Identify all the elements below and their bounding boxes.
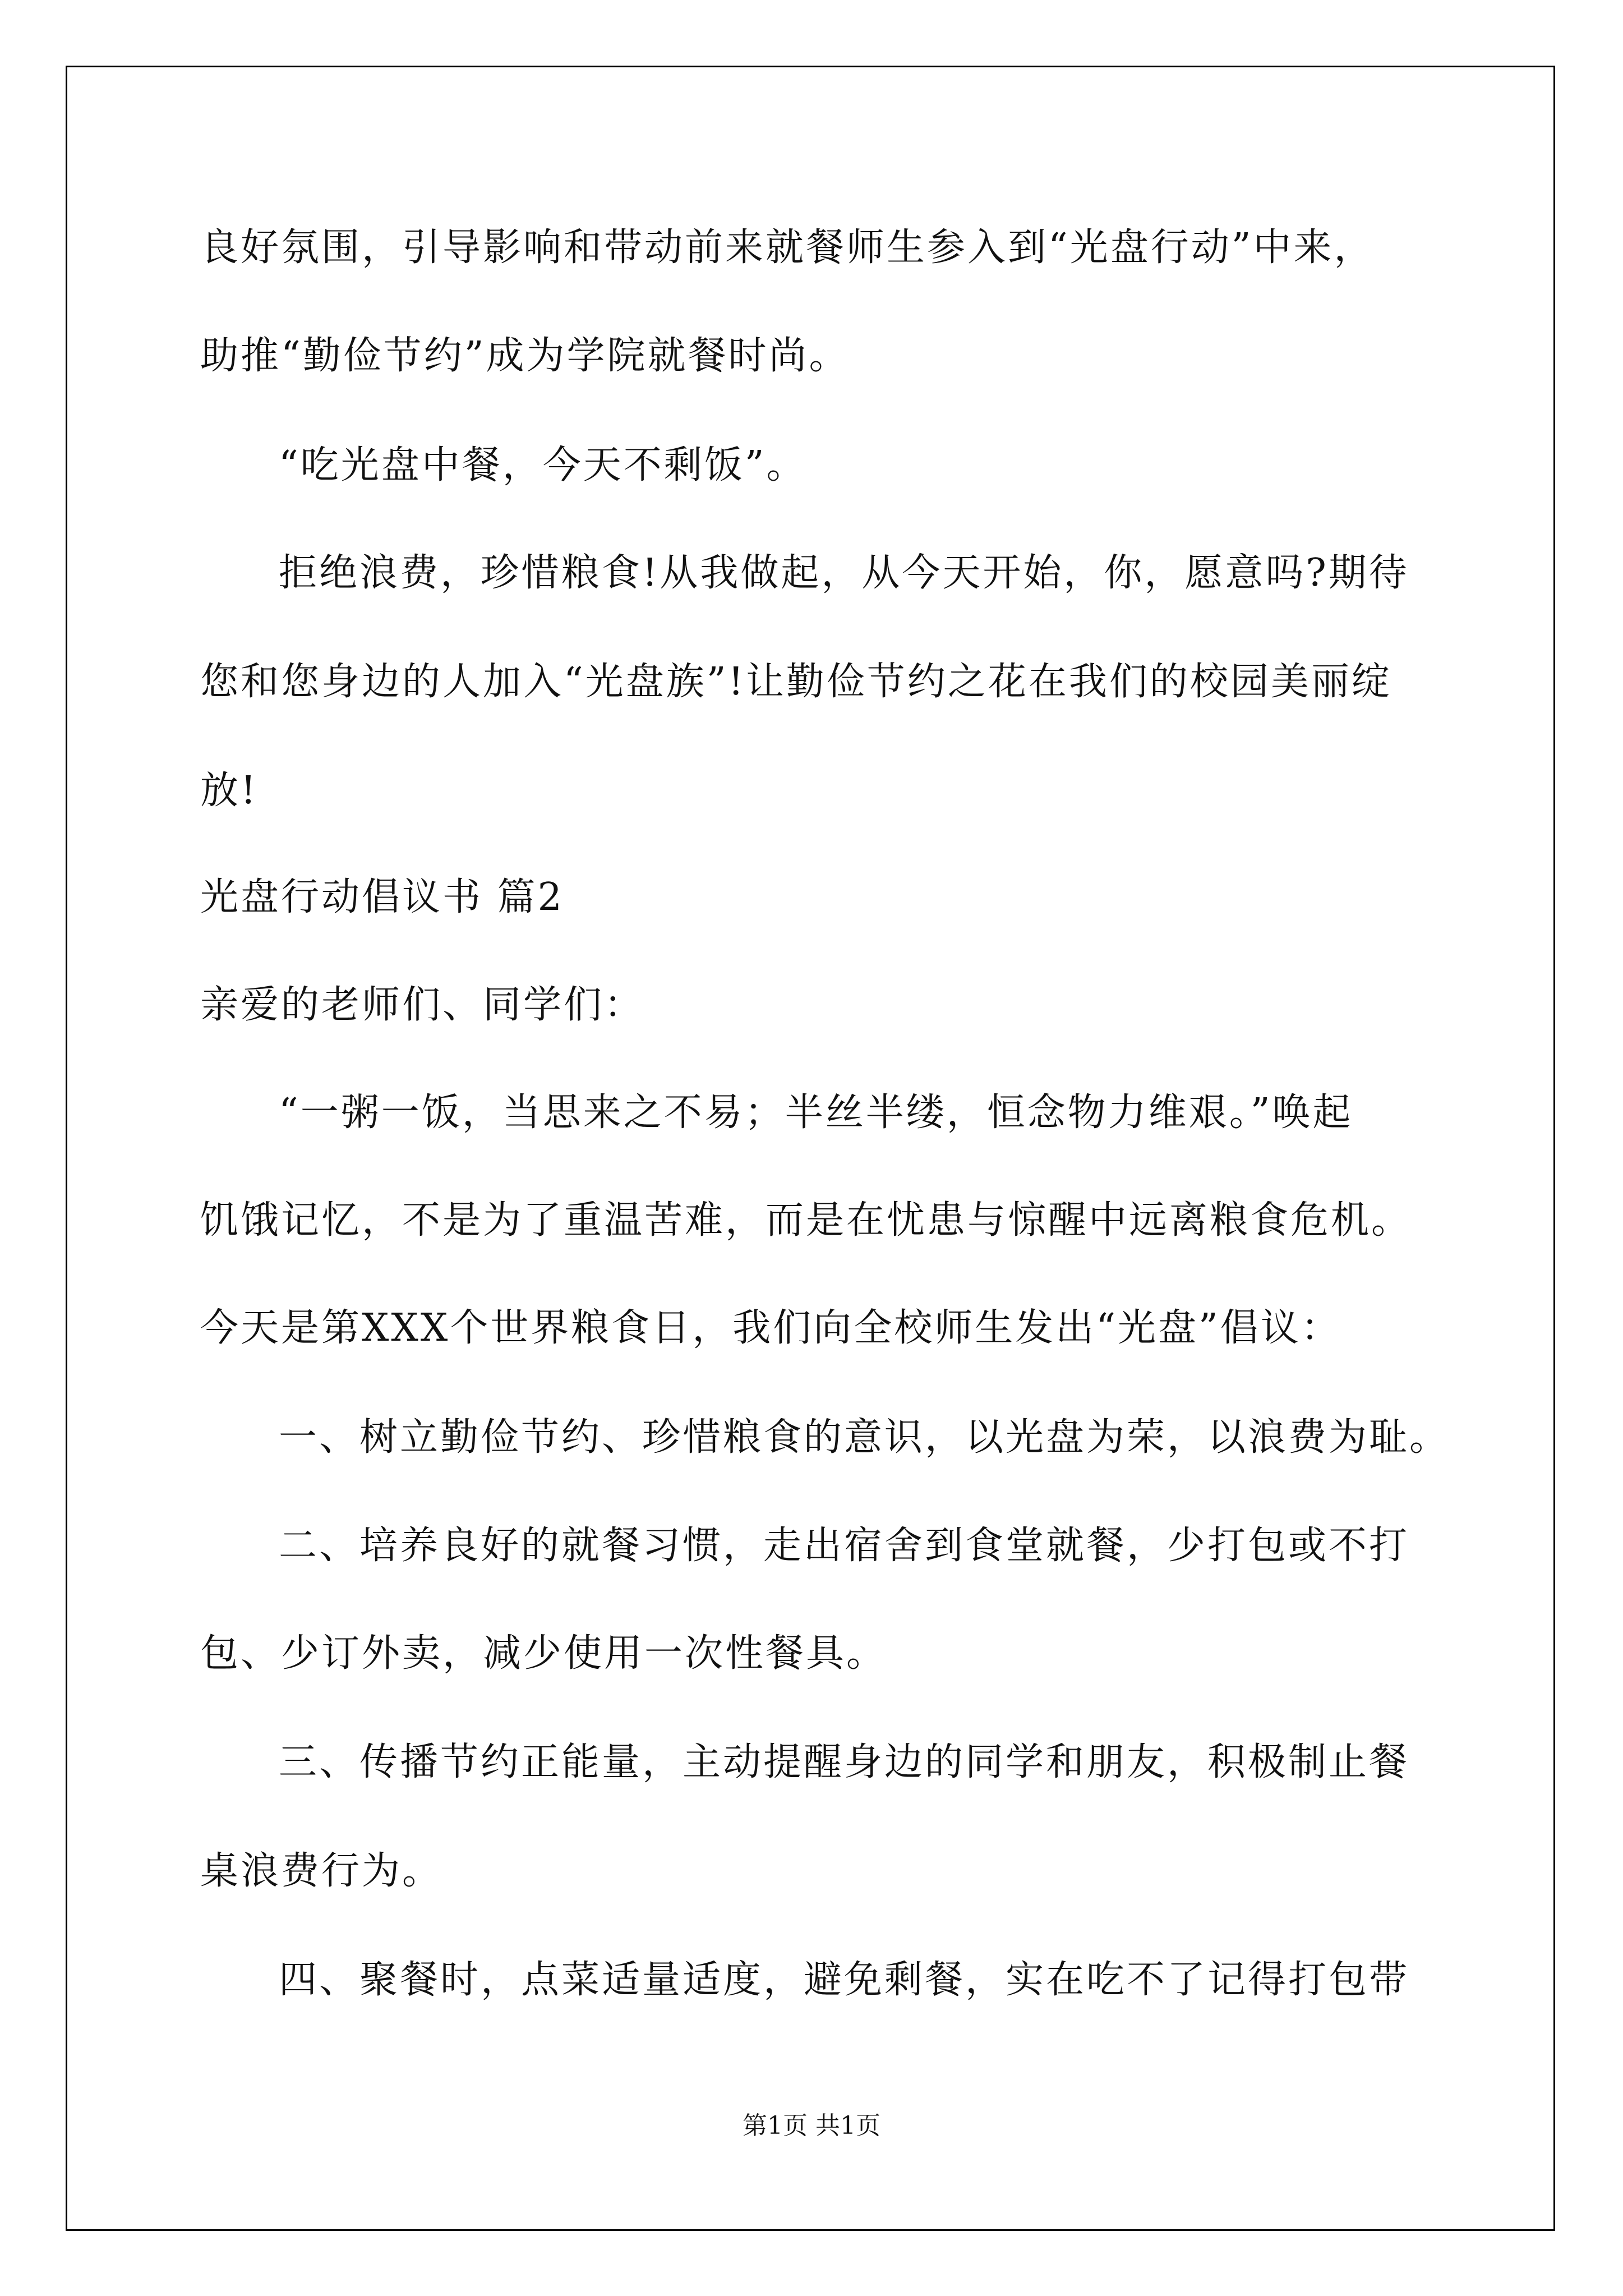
text-line: 二、培养良好的就餐习惯，走出宿舍到食堂就餐，少打包或不打 — [279, 1524, 1410, 1568]
text-line: 四、聚餐时，点菜适量适度，避免剩餐，实在吃不了记得打包带 — [279, 1958, 1410, 2002]
text-line: 包、少订外卖，减少使用一次性餐具。 — [200, 1631, 887, 1676]
text-line: 三、传播节约正能量，主动提醒身边的同学和朋友，积极制止餐 — [279, 1740, 1410, 1784]
text-line: “一粥一饭，当思来之不易；半丝半缕，恒念物力维艰。”唤起 — [279, 1091, 1353, 1135]
text-line: 一、树立勤俭节约、珍惜粮食的意识，以光盘为荣，以浪费为耻。 — [279, 1415, 1450, 1460]
section-heading: 光盘行动倡议书 篇2 — [200, 875, 564, 919]
page-footer: 第1页 共1页 — [743, 2111, 880, 2140]
text-line: 饥饿记忆，不是为了重温苦难，而是在忧患与惊醒中远离粮食危机。 — [200, 1198, 1412, 1243]
page-border — [66, 66, 1555, 2231]
text-line: 放! — [200, 769, 259, 813]
text-line: 今天是第XXX个世界粮食日，我们向全校师生发出“光盘”倡议： — [200, 1306, 1341, 1350]
text-line: 您和您身边的人加入“光盘族”!让勤俭节约之花在我们的校园美丽绽 — [200, 660, 1392, 704]
text-line: 桌浪费行为。 — [200, 1849, 443, 1893]
text-line: 良好氛围，引导影响和带动前来就餐师生参入到“光盘行动”中来， — [200, 226, 1375, 270]
text-line: 助推“勤俭节约”成为学院就餐时尚。 — [200, 334, 850, 378]
text-line: 拒绝浪费，珍惜粮食!从我做起，从今天开始，你，愿意吗?期待 — [279, 551, 1409, 595]
text-line: “吃光盘中餐，今天不剩饭”。 — [279, 443, 807, 487]
salutation: 亲爱的老师们、同学们： — [200, 983, 645, 1027]
